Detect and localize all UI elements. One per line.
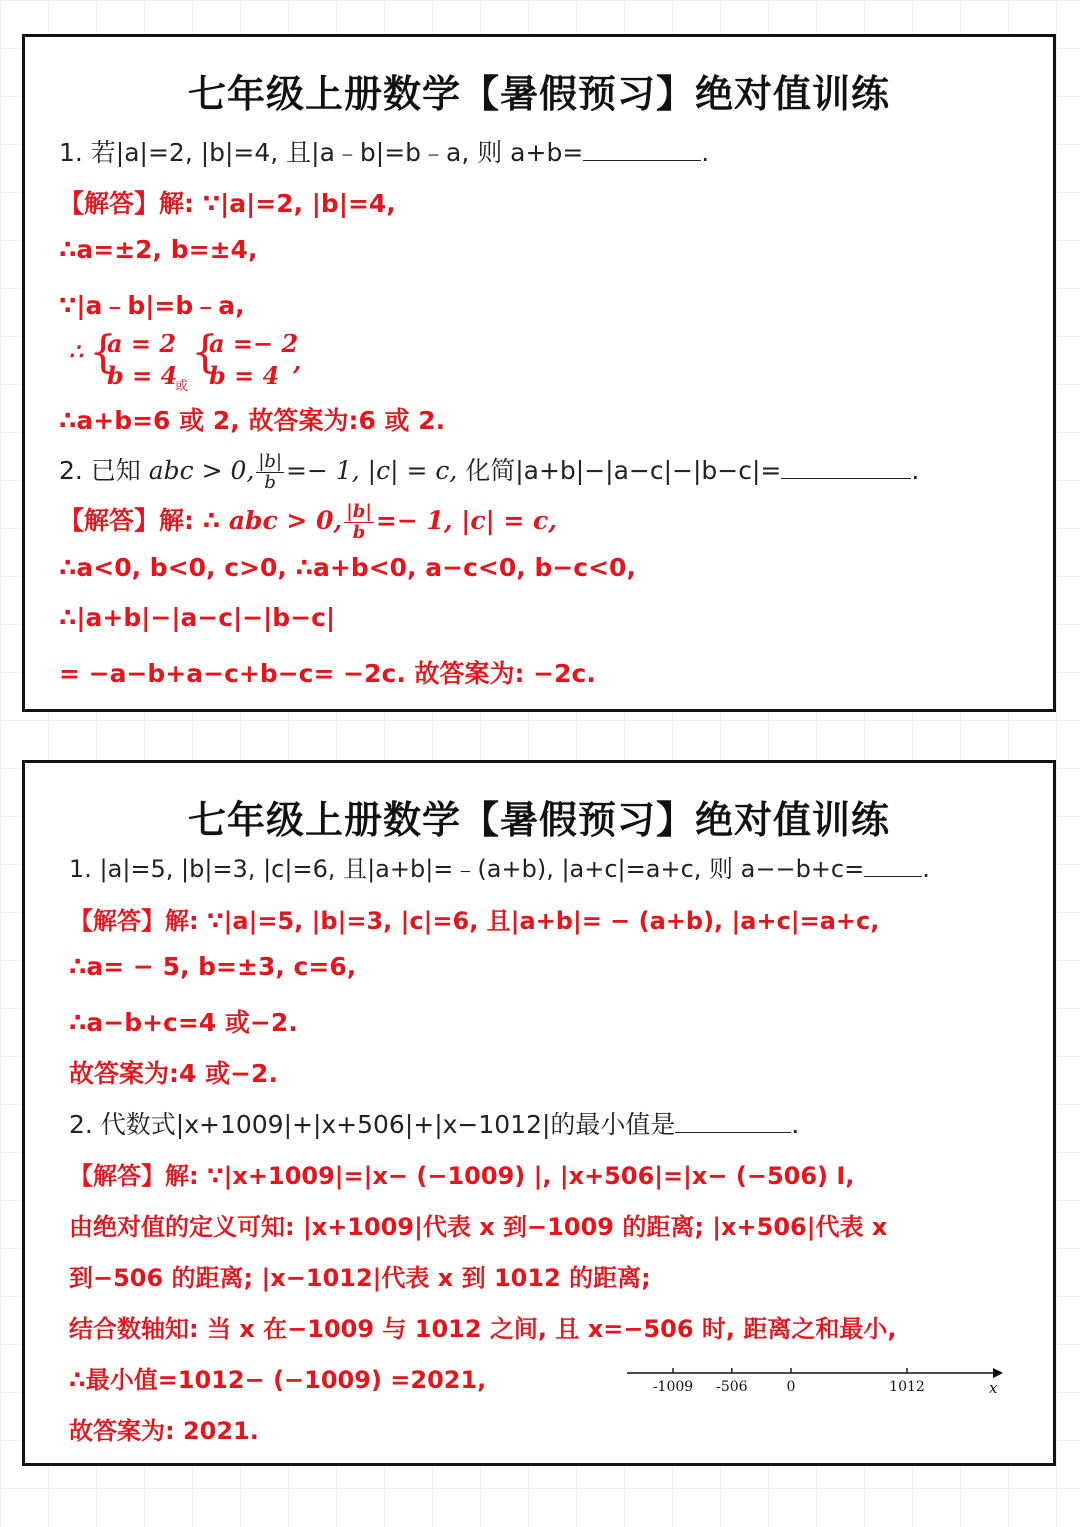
answer-2-line-1: 【解答】解: ∵|x+1009|=|x− (−1009) |, |x+506|=|x− (−506) I,	[69, 1162, 855, 1190]
question-2: 2. 代数式|x+1009|+|x+506|+|x−1012|的最小值是 .	[69, 1110, 800, 1139]
worksheet-card-1: 七年级上册数学【暑假预习】绝对值训练 1. 若|a|=2, |b|=4, 且|a﹣b|=b﹣a, 则 a+b= . 【解答】解: ∵|a|=2, |b|=4, ∴a=±2, b=±4, ∵|a﹣b|=b﹣a, ∴ { a = 2 b = 4 或 { a =− 2 b = 4 , ∴a+b=6 或 2, 故答案为:6 或 2. 2. 已知 abc > 0, $\frac{|b|}{b}$ =− 1, |c| = c, 化简|a+b|−|a−c|−|b−c|= . 【解答】解: ∴ abc > 0, $\frac{|b|}{b}$ =− 1, |c| = c, ∴a<0, b<0, c>0, ∴a+b<0, a−c<0, b−c<0, ∴|a+b|−|a−c|−|b−c| = −a−b+a−c+b−c= −2c. 故答案为: −2c.	[22, 34, 1056, 712]
answer-1-line-4: 故答案为:4 或−2.	[69, 1059, 278, 1088]
fraction: $\frac{|b|}{b}$	[258, 450, 283, 493]
answer-2-line-5: ∴最小值=1012− (−1009) =2021,	[69, 1366, 487, 1394]
axis-label: x	[989, 1379, 998, 1397]
tick-label: 0	[786, 1379, 796, 1395]
answer-blank	[583, 140, 701, 161]
answer-blank	[781, 458, 911, 479]
answer-2-line-2: ∴a<0, b<0, c>0, ∴a+b<0, a−c<0, b−c<0,	[59, 553, 636, 582]
answer-1-line-5: ∴a+b=6 或 2, 故答案为:6 或 2.	[59, 406, 446, 435]
answer-2-line-2: 由绝对值的定义可知: |x+1009|代表 x 到−1009 的距离; |x+506|代表 x	[69, 1213, 888, 1241]
card-title: 七年级上册数学【暑假预习】绝对值训练	[187, 72, 890, 116]
fraction: $\frac{|b|}{b}$	[346, 500, 372, 543]
tick-label: 1012	[889, 1379, 925, 1395]
card-title: 七年级上册数学【暑假预习】绝对值训练	[187, 798, 890, 842]
axis-arrow-icon	[993, 1368, 1003, 1378]
answer-1-line-1: 【解答】解: ∵|a|=5, |b|=3, |c|=6, 且|a+b|= − (a+b), |a+c|=a+c,	[69, 907, 880, 935]
answer-2-line-1: 【解答】解: ∴ abc > 0, $\frac{|b|}{b}$ =− 1, |c| = c,	[59, 500, 557, 543]
brace-icon: {	[191, 327, 219, 378]
answer-2-line-4: = −a−b+a−c+b−c= −2c. 故答案为: −2c.	[59, 659, 596, 688]
answer-2-line-4: 结合数轴知: 当 x 在−1009 与 1012 之间, 且 x=−506 时, 距离之和最小,	[69, 1315, 897, 1343]
answer-blank	[864, 856, 922, 877]
answer-1-line-1: 【解答】解: ∵|a|=2, |b|=4,	[59, 189, 396, 218]
tick-label: -506	[716, 1379, 748, 1395]
answer-1-line-3: ∴a−b+c=4 或−2.	[69, 1008, 298, 1037]
brace-icon: {	[89, 327, 117, 378]
question-2: 2. 已知 abc > 0, $\frac{|b|}{b}$ =− 1, |c| = c, 化简|a+b|−|a−c|−|b−c|= .	[59, 450, 920, 493]
answer-1-line-3: ∵|a﹣b|=b﹣a,	[59, 291, 245, 320]
answer-1-line-2: ∴a= − 5, b=±3, c=6,	[69, 952, 357, 981]
tick-label: -1009	[652, 1379, 694, 1395]
worksheet-card-2	[22, 760, 1056, 1466]
answer-blank	[675, 1112, 791, 1133]
answer-2-line-3: 到−506 的距离; |x−1012|代表 x 到 1012 的距离;	[69, 1264, 651, 1292]
answer-1-line-2: ∴a=±2, b=±4,	[59, 235, 258, 264]
number-line	[625, 1361, 1015, 1411]
answer-2-line-6: 故答案为: 2021.	[69, 1417, 259, 1445]
answer-2-line-3: ∴|a+b|−|a−c|−|b−c|	[59, 603, 336, 632]
question-1: 1. |a|=5, |b|=3, |c|=6, 且|a+b|=﹣(a+b), |a+c|=a+c, 则 a−−b+c= .	[69, 855, 930, 883]
question-1: 1. 若|a|=2, |b|=4, 且|a﹣b|=b﹣a, 则 a+b= .	[59, 138, 710, 167]
